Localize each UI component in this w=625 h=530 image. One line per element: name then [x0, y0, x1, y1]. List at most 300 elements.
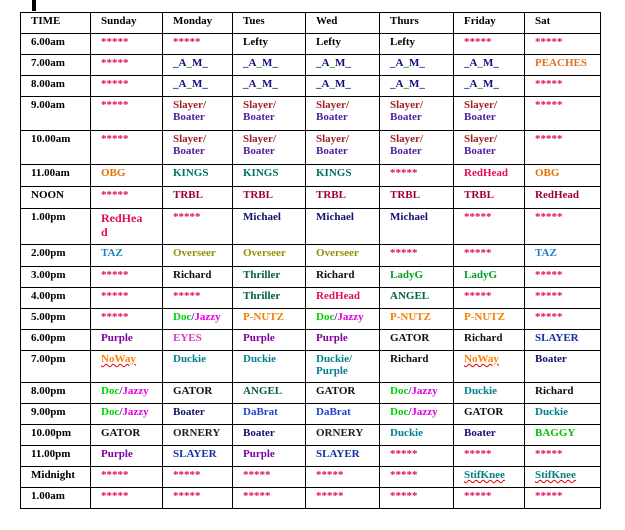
schedule-cell — [91, 383, 163, 404]
schedule-cell — [306, 131, 380, 165]
dj-name: ***** — [173, 469, 201, 481]
slash-label: / — [191, 311, 195, 323]
dj-name: Boater — [464, 427, 496, 439]
schedule-cell — [454, 383, 525, 404]
table-row — [21, 165, 601, 187]
schedule-cell — [380, 97, 454, 131]
schedule-cell — [306, 330, 380, 351]
schedule-cell — [380, 245, 454, 267]
dj-name: ORNERY — [316, 427, 364, 439]
time-cell: 10.00pm — [21, 425, 91, 446]
time-cell: 11.00pm — [21, 446, 91, 467]
table-row — [21, 187, 601, 209]
time-cell: 7.00am — [21, 55, 91, 76]
schedule-cell — [306, 488, 380, 509]
schedule-cell — [525, 165, 601, 187]
jazzy-label: Jazzy — [122, 385, 149, 397]
am-label-part: _A — [316, 57, 330, 69]
time-cell: NOON — [21, 187, 91, 209]
schedule-cell — [233, 404, 306, 425]
doc-label: Doc — [101, 385, 120, 397]
text-cursor-mark — [32, 0, 36, 11]
schedule-cell — [233, 209, 306, 245]
dj-name: Duckie — [243, 353, 276, 365]
schedule-cell — [233, 383, 306, 404]
header-row — [21, 13, 601, 34]
dj-name: Purple — [101, 332, 133, 344]
dj-name: P-NUTZ — [464, 311, 505, 323]
schedule-cell — [306, 165, 380, 187]
am-label-part: M_ — [334, 78, 351, 90]
schedule-cell — [91, 165, 163, 187]
schedule-cell — [163, 488, 233, 509]
dj-name: OBG — [101, 167, 126, 179]
dj-name: TAZ — [535, 247, 557, 259]
slayer-label: Slayer/ — [173, 133, 206, 145]
dj-name: Michael — [243, 211, 281, 223]
boater-label: Boater — [243, 145, 275, 157]
dj-name: ***** — [535, 490, 563, 502]
am-label-part: _A — [316, 78, 330, 90]
schedule-cell — [233, 288, 306, 309]
dj-name: ***** — [464, 490, 492, 502]
dj-name: ***** — [101, 269, 129, 281]
dj-name: DaBrat — [316, 406, 351, 418]
schedule-cell — [525, 404, 601, 425]
schedule-cell — [454, 209, 525, 245]
time-cell: 5.00pm — [21, 309, 91, 330]
schedule-cell — [380, 131, 454, 165]
schedule-cell — [525, 383, 601, 404]
jazzy-label: Jazzy — [411, 385, 438, 397]
table-row — [21, 488, 601, 509]
schedule-cell — [380, 187, 454, 209]
table-row — [21, 288, 601, 309]
schedule-cell — [91, 187, 163, 209]
boater-label: Boater — [243, 111, 275, 123]
dj-name: Richard — [390, 353, 429, 365]
dj-name: ANGEL — [243, 385, 283, 397]
dj-name: TRBL — [464, 189, 494, 201]
dj-name: Overseer — [316, 247, 359, 259]
dj-name: Purple — [243, 448, 275, 460]
dj-name: Purple — [101, 448, 133, 460]
schedule-cell — [454, 446, 525, 467]
schedule-cell — [525, 467, 601, 488]
time-cell: 8.00am — [21, 76, 91, 97]
schedule-cell — [525, 34, 601, 55]
schedule-cell — [380, 425, 454, 446]
dj-name: ***** — [173, 36, 201, 48]
time-cell: 6.00pm — [21, 330, 91, 351]
am-label-part: M_ — [191, 57, 208, 69]
time-cell: 7.00pm — [21, 351, 91, 383]
schedule-cell — [454, 404, 525, 425]
schedule-cell — [233, 97, 306, 131]
doc-label: Doc — [101, 406, 120, 418]
dj-name: KINGS — [316, 167, 352, 179]
schedule-cell — [233, 467, 306, 488]
table-row — [21, 131, 601, 165]
dj-name: Richard — [535, 385, 574, 397]
dj-name: ***** — [101, 133, 129, 145]
dj-name: NoWay — [101, 353, 136, 365]
dj-name: ***** — [101, 469, 129, 481]
boater-label: Boater — [390, 145, 422, 157]
am-label-part: _A — [464, 57, 478, 69]
schedule-cell — [163, 165, 233, 187]
dj-name: SLAYER — [535, 332, 579, 344]
schedule-cell — [91, 467, 163, 488]
header-day: Tues — [233, 13, 306, 34]
am-label-part: M_ — [191, 78, 208, 90]
schedule-cell — [91, 288, 163, 309]
am-label-part: _ — [477, 78, 483, 90]
dj-name: TRBL — [173, 189, 203, 201]
schedule-cell — [233, 330, 306, 351]
schedule-cell — [306, 351, 380, 383]
dj-name: ***** — [173, 290, 201, 302]
boater-label: Boater — [173, 145, 205, 157]
dj-name: P-NUTZ — [243, 311, 284, 323]
dj-name: RedHead — [535, 189, 579, 201]
slayer-label: Slayer/ — [243, 99, 276, 111]
dj-name: ***** — [464, 211, 492, 223]
dj-name: ***** — [535, 311, 563, 323]
dj-name: DaBrat — [243, 406, 278, 418]
schedule-cell — [91, 446, 163, 467]
dj-name: LadyG — [390, 269, 424, 281]
dj-name: NoWay — [464, 353, 499, 365]
schedule-cell — [306, 55, 380, 76]
schedule-cell — [306, 404, 380, 425]
schedule-cell — [525, 267, 601, 288]
slash-label: / — [119, 406, 123, 418]
dj-name: TAZ — [101, 247, 123, 259]
dj-name: ***** — [535, 290, 563, 302]
jazzy-label: Jazzy — [411, 406, 438, 418]
schedule-body — [21, 34, 601, 509]
schedule-cell — [454, 76, 525, 97]
am-label-part: _ — [403, 78, 409, 90]
dj-name: Thriller — [243, 290, 281, 302]
dj-name: Michael — [316, 211, 354, 223]
schedule-cell — [91, 34, 163, 55]
dj-name: ***** — [535, 78, 563, 90]
time-cell: 4.00pm — [21, 288, 91, 309]
dj-name: Duckie — [464, 385, 497, 397]
dj-name: SLAYER — [316, 448, 360, 460]
slash-label: / — [408, 385, 412, 397]
schedule-cell — [91, 55, 163, 76]
schedule-cell — [306, 97, 380, 131]
schedule-cell — [233, 245, 306, 267]
doc-label: Doc — [390, 406, 409, 418]
header-day: Thurs — [380, 13, 454, 34]
schedule-cell — [454, 467, 525, 488]
dj-name: ***** — [316, 469, 344, 481]
schedule-cell — [306, 467, 380, 488]
schedule-cell — [163, 330, 233, 351]
table-row — [21, 446, 601, 467]
schedule-cell — [163, 404, 233, 425]
dj-name: ***** — [464, 448, 492, 460]
schedule-cell — [380, 165, 454, 187]
am-label-part: M_ — [334, 57, 351, 69]
time-cell: 3.00pm — [21, 267, 91, 288]
dj-name: ***** — [390, 490, 418, 502]
am-label-part: _A — [243, 78, 257, 90]
dj-name: Michael — [390, 211, 428, 223]
am-label-part: _ — [256, 78, 262, 90]
am-label-part: _ — [186, 78, 192, 90]
schedule-cell — [91, 488, 163, 509]
dj-name: GATOR — [390, 332, 430, 344]
table-row — [21, 97, 601, 131]
schedule-cell — [91, 267, 163, 288]
schedule-cell — [525, 488, 601, 509]
schedule-cell — [306, 209, 380, 245]
am-label-part: _A — [173, 78, 187, 90]
dj-name: Richard — [173, 269, 212, 281]
dj-name: ***** — [101, 290, 129, 302]
schedule-cell — [525, 55, 601, 76]
dj-name: ***** — [535, 211, 563, 223]
schedule-cell — [454, 488, 525, 509]
schedule-cell — [233, 267, 306, 288]
schedule-cell — [380, 446, 454, 467]
table-row — [21, 330, 601, 351]
dj-name: Duckie — [535, 406, 568, 418]
schedule-cell — [525, 446, 601, 467]
schedule-cell — [454, 187, 525, 209]
schedule-cell — [454, 330, 525, 351]
boater-label: Boater — [464, 145, 496, 157]
schedule-cell — [163, 55, 233, 76]
dj-name: Boater — [535, 353, 567, 365]
dj-name: OBG — [535, 167, 560, 179]
schedule-cell — [91, 309, 163, 330]
dj-name: Duckie — [173, 353, 206, 365]
time-cell: 9.00pm — [21, 404, 91, 425]
schedule-cell — [163, 76, 233, 97]
dj-name: TRBL — [243, 189, 273, 201]
am-label-part: _ — [477, 57, 483, 69]
am-label-part: _ — [403, 57, 409, 69]
dj-name: ***** — [390, 448, 418, 460]
dj-name: ***** — [243, 490, 271, 502]
boater-label: Boater — [173, 111, 205, 123]
am-label-part: _A — [173, 57, 187, 69]
am-label-part: _A — [464, 78, 478, 90]
schedule-cell — [525, 330, 601, 351]
schedule-cell — [91, 131, 163, 165]
header-day: Friday — [454, 13, 525, 34]
jazzy-label: Jazzy — [194, 311, 221, 323]
table-row — [21, 34, 601, 55]
schedule-cell — [525, 425, 601, 446]
schedule-cell — [163, 97, 233, 131]
am-label-part: M_ — [261, 57, 278, 69]
dj-name: Duckie — [390, 427, 423, 439]
schedule-cell — [380, 309, 454, 330]
schedule-cell — [525, 209, 601, 245]
boater-label: Boater — [464, 111, 496, 123]
jazzy-label: Jazzy — [337, 311, 364, 323]
am-label-part: _A — [390, 78, 404, 90]
schedule-cell — [380, 34, 454, 55]
dj-name: Lefty — [316, 36, 342, 48]
dj-name: Purple — [316, 332, 348, 344]
dj-name: Boater — [243, 427, 275, 439]
schedule-cell — [163, 34, 233, 55]
schedule-cell — [525, 245, 601, 267]
dj-name: KINGS — [243, 167, 279, 179]
time-cell: 1.00pm — [21, 209, 91, 245]
am-label-part: _ — [329, 57, 335, 69]
dj-name: ***** — [390, 469, 418, 481]
time-cell: 2.00pm — [21, 245, 91, 267]
am-label-part: _ — [186, 57, 192, 69]
slash-label: / — [408, 406, 412, 418]
dj-name: ***** — [101, 99, 129, 111]
slash-label: / — [119, 385, 123, 397]
dj-name: GATOR — [316, 385, 356, 397]
schedule-cell — [163, 425, 233, 446]
time-cell: 9.00am — [21, 97, 91, 131]
dj-name: ***** — [173, 211, 201, 223]
schedule-cell — [306, 34, 380, 55]
schedule-table — [20, 12, 601, 509]
dj-name: Richard — [464, 332, 503, 344]
dj-name: ***** — [535, 36, 563, 48]
schedule-cell — [380, 55, 454, 76]
boater-label: Boater — [316, 111, 348, 123]
schedule-cell — [233, 488, 306, 509]
schedule-cell — [454, 34, 525, 55]
am-label-part: M_ — [482, 78, 499, 90]
schedule-cell — [233, 131, 306, 165]
dj-name: BAGGY — [535, 427, 576, 439]
schedule-cell — [380, 288, 454, 309]
slash-label: / — [334, 311, 338, 323]
slayer-label: Slayer/ — [243, 133, 276, 145]
table-row — [21, 76, 601, 97]
schedule-cell — [163, 288, 233, 309]
am-label-part: M_ — [408, 57, 425, 69]
schedule-cell — [163, 209, 233, 245]
header-day: Monday — [163, 13, 233, 34]
am-label-part: M_ — [482, 57, 499, 69]
schedule-cell — [454, 165, 525, 187]
am-label-part: M_ — [261, 78, 278, 90]
schedule-cell — [163, 351, 233, 383]
am-label-part: _A — [243, 57, 257, 69]
boater-label: Boater — [316, 145, 348, 157]
schedule-cell — [525, 76, 601, 97]
dj-name: Overseer — [243, 247, 286, 259]
schedule-cell — [525, 131, 601, 165]
dj-name: ***** — [464, 36, 492, 48]
am-label-part: _ — [329, 78, 335, 90]
schedule-cell — [306, 446, 380, 467]
table-row — [21, 404, 601, 425]
schedule-cell — [233, 187, 306, 209]
table-row — [21, 351, 601, 383]
time-cell: Midnight — [21, 467, 91, 488]
schedule-cell — [306, 309, 380, 330]
schedule-cell — [380, 330, 454, 351]
time-cell: 1.00am — [21, 488, 91, 509]
time-cell: 10.00am — [21, 131, 91, 165]
dj-name: ***** — [101, 36, 129, 48]
dj-name: Lefty — [243, 36, 269, 48]
doc-label: Doc — [390, 385, 409, 397]
header-day: Wed — [306, 13, 380, 34]
table-row — [21, 245, 601, 267]
dj-name: TRBL — [390, 189, 420, 201]
schedule-cell — [525, 187, 601, 209]
dj-name: ***** — [101, 78, 129, 90]
dj-name: ***** — [101, 57, 129, 69]
boater-label: Boater — [390, 111, 422, 123]
dj-name: PEACHES — [535, 57, 587, 69]
dj-name: StifKnee — [464, 469, 505, 481]
schedule-cell — [163, 267, 233, 288]
schedule-cell — [163, 131, 233, 165]
schedule-cell — [233, 425, 306, 446]
table-row — [21, 425, 601, 446]
schedule-cell — [306, 383, 380, 404]
schedule-cell — [91, 351, 163, 383]
schedule-cell — [525, 351, 601, 383]
time-cell: 8.00pm — [21, 383, 91, 404]
dj-name: ***** — [316, 490, 344, 502]
dj-name: ***** — [535, 269, 563, 281]
dj-name: P-NUTZ — [390, 311, 431, 323]
schedule-cell — [91, 330, 163, 351]
schedule-cell — [306, 76, 380, 97]
schedule-cell — [454, 425, 525, 446]
schedule-cell — [454, 267, 525, 288]
dj-name: GATOR — [173, 385, 213, 397]
dj-name: ***** — [390, 247, 418, 259]
dj-name: ***** — [173, 490, 201, 502]
dj-name: ORNERY — [173, 427, 221, 439]
dj-name: RedHea d — [101, 211, 143, 239]
slayer-label: Slayer/ — [173, 99, 206, 111]
schedule-cell — [454, 55, 525, 76]
schedule-cell — [233, 55, 306, 76]
time-cell: 6.00am — [21, 34, 91, 55]
schedule-cell — [380, 76, 454, 97]
schedule-cell — [525, 97, 601, 131]
schedule-cell — [454, 245, 525, 267]
schedule-cell — [233, 446, 306, 467]
am-label-part: _ — [256, 57, 262, 69]
am-label-part: M_ — [408, 78, 425, 90]
dj-name: Duckie/ Purple — [316, 353, 353, 377]
schedule-cell — [91, 97, 163, 131]
schedule-cell — [380, 267, 454, 288]
schedule-cell — [233, 76, 306, 97]
schedule-cell — [525, 288, 601, 309]
dj-name: ***** — [101, 189, 129, 201]
schedule-cell — [233, 309, 306, 330]
slayer-label: Slayer/ — [316, 133, 349, 145]
slayer-label: Slayer/ — [390, 99, 423, 111]
dj-name: ***** — [101, 490, 129, 502]
